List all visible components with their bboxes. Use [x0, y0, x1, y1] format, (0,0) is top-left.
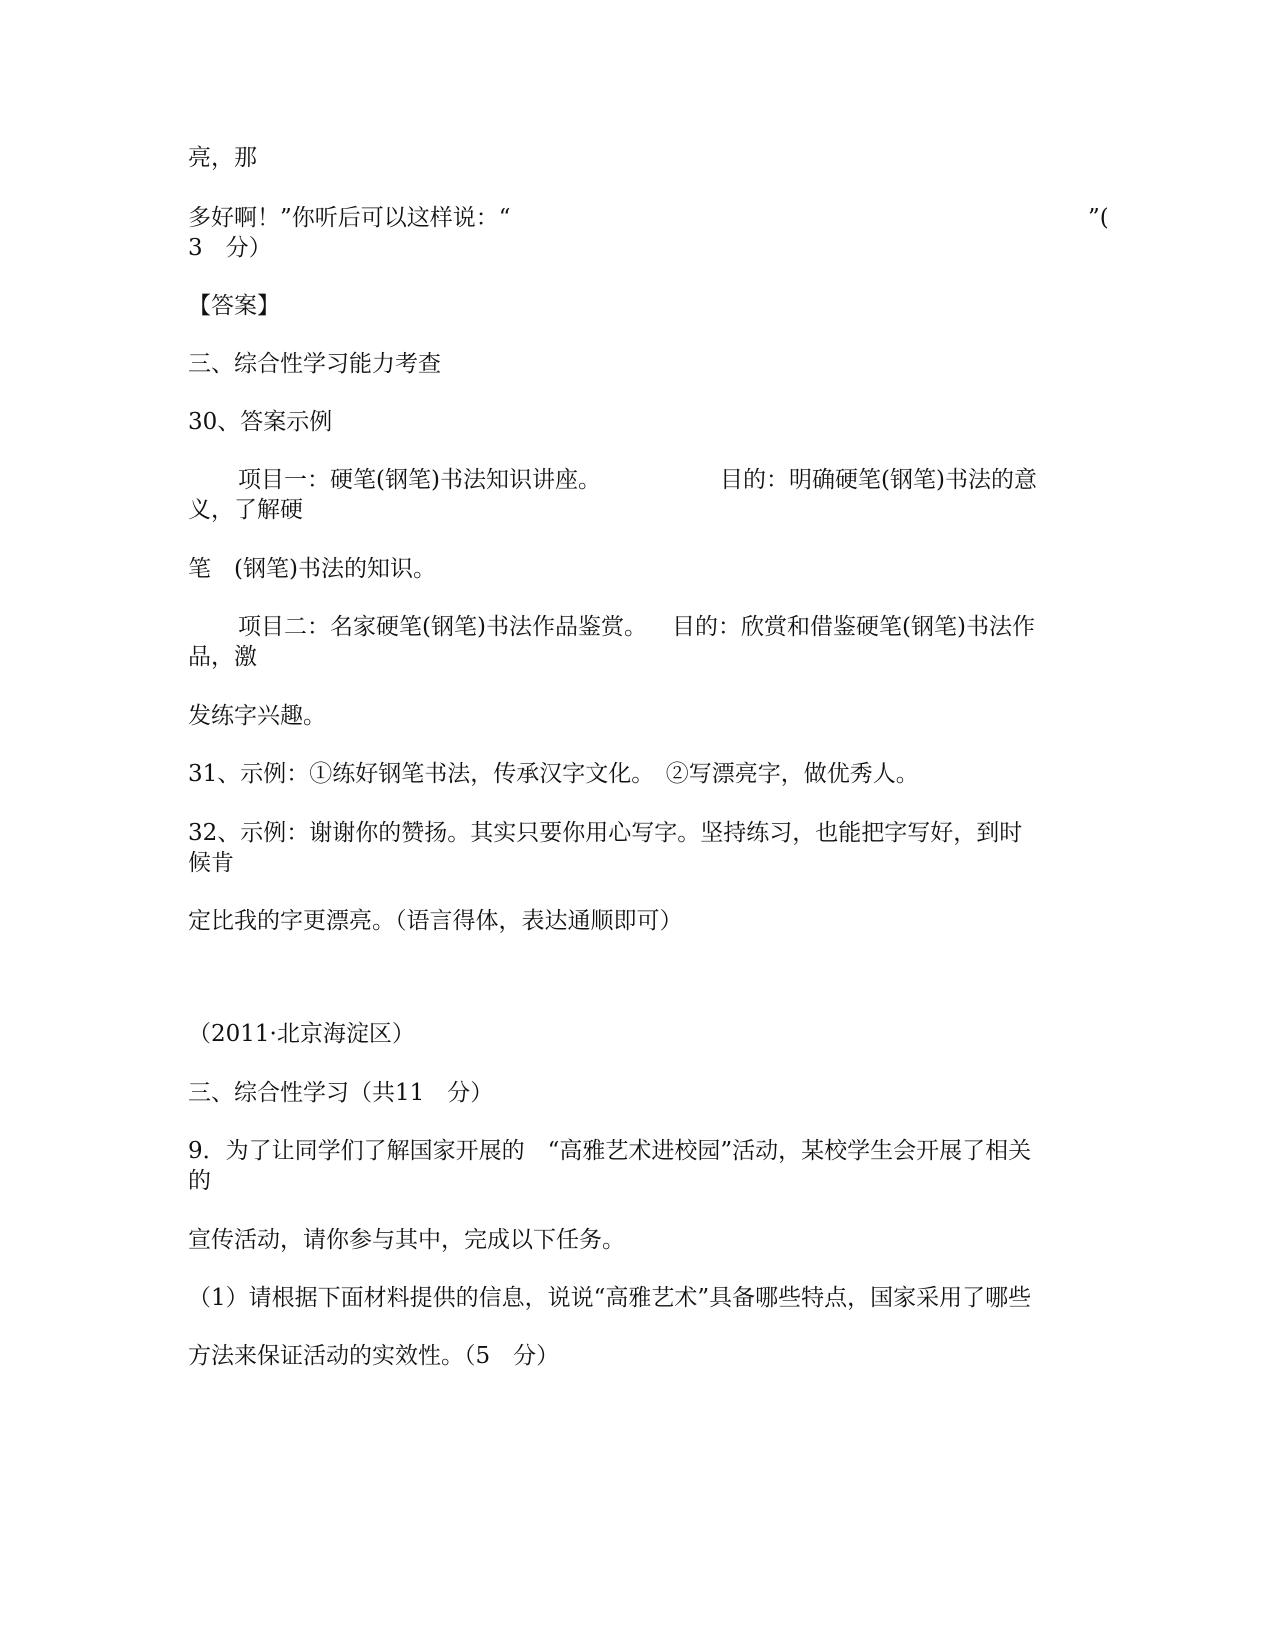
text-line: 项目一：硬笔(钢笔)书法知识讲座。: [238, 467, 601, 493]
text-line: 义，了解硬: [188, 497, 303, 523]
text-line: 宣传活动，请你参与其中，完成以下任务。: [188, 1227, 625, 1253]
text-line: 9．为了让同学们了解国家开展的 “高雅艺术进校园”活动，某校学生会开展了相关: [188, 1138, 1032, 1164]
text-line: 定比我的字更漂亮。（语言得体，表达通顺即可）: [188, 908, 683, 934]
text-line: （1）请根据下面材料提供的信息，说说“高雅艺术”具备哪些特点，国家采用了哪些: [188, 1285, 1032, 1311]
text-line-end: ”(: [1088, 205, 1109, 231]
text-line: 目的：明确硬笔(钢笔)书法的意: [720, 467, 1037, 493]
text-line: 30、答案示例: [188, 409, 333, 435]
text-line: 候肯: [188, 850, 234, 876]
text-line: 的: [188, 1168, 211, 1194]
text-line: 亮，那: [188, 145, 257, 171]
source-label: （2011·北京海淀区）: [188, 1021, 415, 1047]
text-line: 笔 (钢笔)书法的知识。: [188, 556, 436, 582]
text-line: 品，激: [188, 644, 257, 670]
text-line: 3 分）: [188, 235, 272, 261]
text-line: 多好啊！”你听后可以这样说：“: [188, 205, 511, 231]
text-line: 发练字兴趣。: [188, 703, 326, 729]
section-heading: 三、综合性学习能力考查: [188, 351, 441, 377]
answer-heading: 【答案】: [188, 293, 280, 319]
text-line: 目的：欣赏和借鉴硬笔(钢笔)书法作: [672, 614, 1035, 640]
text-line: 32、示例：谢谢你的赞扬。其实只要你用心写字。坚持练习，也能把字写好，到时: [188, 820, 1023, 846]
text-line: 项目二：名家硬笔(钢笔)书法作品鉴赏。: [238, 614, 647, 640]
text-line: 方法来保证活动的实效性。（5 分）: [188, 1343, 560, 1369]
section-heading: 三、综合性学习（共11 分）: [188, 1080, 494, 1106]
text-line: 31、示例：①练好钢笔书法，传承汉字文化。 ②写漂亮字，做优秀人。: [188, 761, 919, 787]
